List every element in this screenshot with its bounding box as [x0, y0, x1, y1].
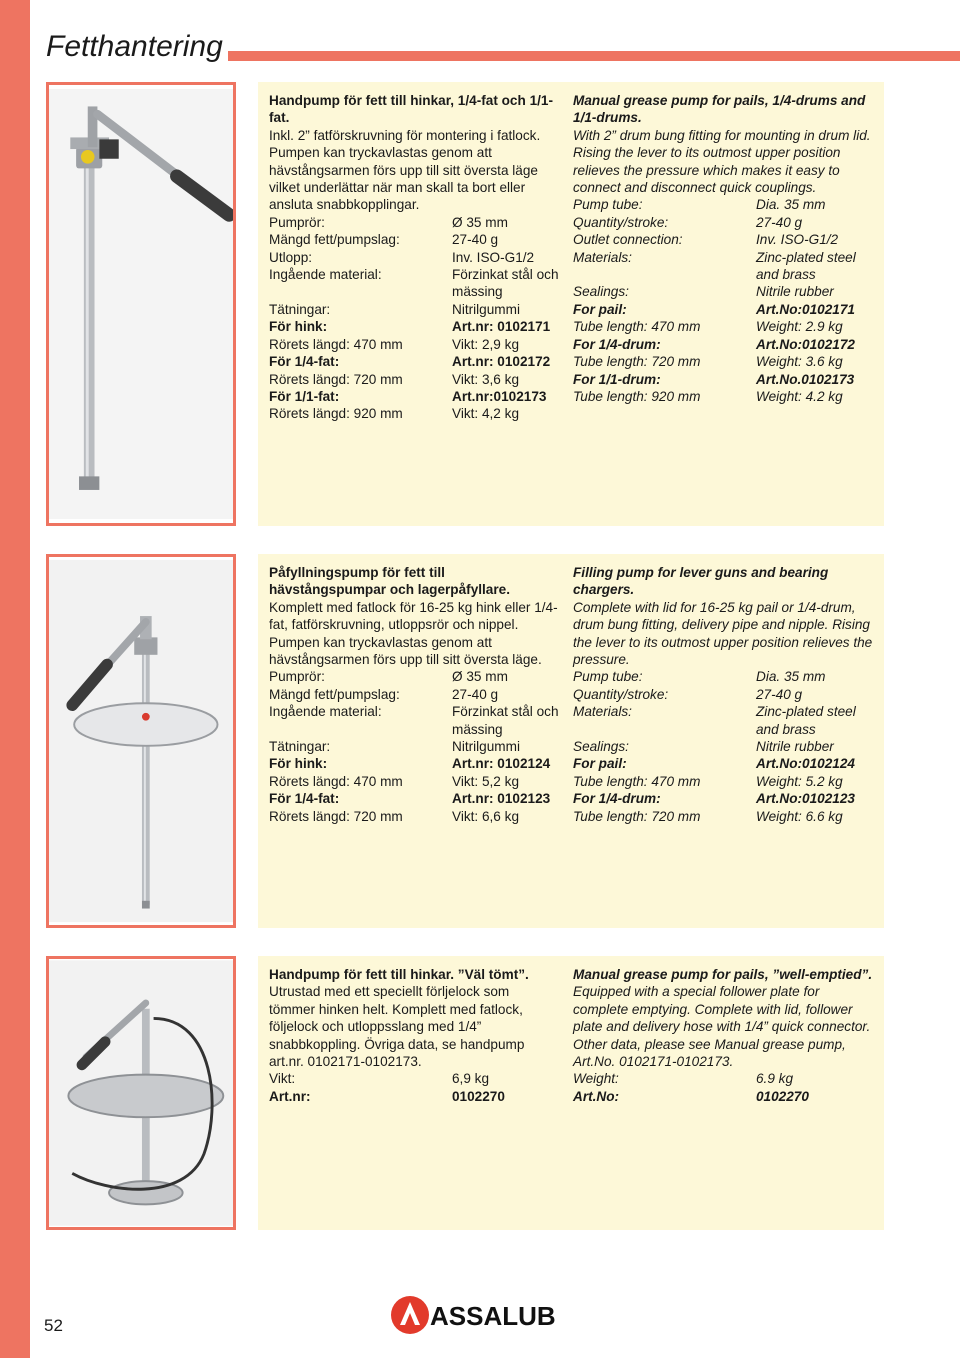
swedish-description	[269, 92, 559, 423]
spec-list-sv	[269, 1070, 559, 1105]
spec-row: Materials: Zinc-plated steel and brass	[573, 704, 856, 737]
spec-row: Mängd fett/pumpslag: 27-40 g	[269, 232, 499, 248]
spec-row-article: För hink: Art.nr: 0102124	[269, 756, 551, 772]
logo-text: ASSALUB	[430, 1301, 556, 1331]
well-emptied-pump-image	[49, 959, 233, 1227]
swedish-description	[269, 966, 559, 1105]
assalub-logo	[390, 1292, 560, 1338]
swedish-description	[269, 564, 559, 825]
english-description	[573, 966, 873, 1105]
spec-row-article: For pail: Art.No:0102171	[573, 301, 855, 317]
spec-row-article: For 1/1-drum: Art.No.0102173	[573, 371, 855, 387]
spec-row: Sealings: Nitrile rubber	[573, 739, 834, 755]
english-description	[573, 564, 873, 825]
product-body-sv: Inkl. 2” fatförskruvning för montering i fatlock. Pumpen kan tryckavlastas genom att hävstångsarmen förs upp till sitt översta läge vilket underlättar när man skall ta bort eller ansluta snabbkopplingar.	[269, 127, 541, 213]
product-section-filling-pump	[46, 554, 884, 928]
product-body-en: Complete with lid for 16-25 kg pail or 1/4-drum, drum bung fitting, delivery pipe and nipple. Rising the lever to its outmost upper position relieves the pressure.	[573, 599, 873, 668]
spec-row: Materials: Zinc-plated steel and brass	[573, 249, 856, 283]
spec-row: Vikt: 6,9 kg	[269, 1071, 490, 1087]
spec-row-article: For 1/4-drum: Art.No:0102123	[573, 791, 855, 807]
page-number: 52	[44, 1316, 63, 1335]
spec-row: Pumprör: Ø 35 mm	[269, 669, 508, 685]
product-body-sv: Komplett med fatlock för 16-25 kg hink eller 1/4-fat, fatförskruvning, utloppsrör och nippel. Pumpen kan tryckavlastas genom att hävstångsarmen förs upp till sitt översta läge.	[269, 599, 558, 668]
spec-row: Rörets längd: 720 mm Vikt: 6,6 kg	[269, 808, 519, 824]
left-accent-stripe	[0, 0, 30, 1358]
spec-row: Rörets längd: 470 mm Vikt: 2,9 kg	[269, 336, 519, 352]
product-photo-well-emptied	[46, 956, 236, 1230]
spec-row-article: Art.No: 0102270	[573, 1088, 809, 1104]
spec-row: Tube length: 470 mm Weight: 5.2 kg	[573, 773, 843, 789]
spec-row: Ingående material: Förzinkat stål och mässing	[269, 267, 559, 300]
product-body-en: Equipped with a special follower plate for complete emptying. Complete with lid, follower plate and delivery hose with 1/4” quick connector. Other data, please see Manual grease pump, Art.No. 0102171-0102173.	[573, 984, 871, 1070]
spec-row: Rörets längd: 920 mm Vikt: 4,2 kg	[269, 406, 519, 422]
spec-row: Tube length: 720 mm Weight: 6.6 kg	[573, 808, 843, 824]
spec-row-article: Art.nr: 0102270	[269, 1088, 505, 1104]
spec-row: Tätningar: Nitrilgummi	[269, 301, 520, 317]
spec-list-en	[573, 196, 873, 405]
product-info-box	[258, 82, 884, 526]
product-heading-sv: Handpump för fett till hinkar. ”Väl tömt”.	[269, 967, 529, 982]
spec-row: Pump tube: Dia. 35 mm	[573, 669, 826, 685]
spec-list-en	[573, 668, 873, 825]
spec-row-article: För 1/4-fat: Art.nr: 0102123	[269, 791, 551, 807]
product-photo-filling-pump	[46, 554, 236, 928]
spec-list-sv	[269, 214, 559, 423]
spec-row-article: För hink: Art.nr: 0102171	[269, 319, 551, 335]
spec-row: Quantity/stroke: 27-40 g	[573, 214, 803, 230]
spec-list-en	[573, 1070, 873, 1105]
product-section-well-emptied	[46, 956, 884, 1230]
spec-row: Quantity/stroke: 27-40 g	[573, 686, 803, 702]
title-rule	[228, 51, 960, 61]
product-heading-en: Filling pump for lever guns and bearing chargers.	[573, 565, 829, 598]
spec-row: Rörets längd: 720 mm Vikt: 3,6 kg	[269, 371, 519, 387]
spec-list-sv	[269, 668, 559, 825]
product-info-box	[258, 554, 884, 928]
spec-row: Tube length: 470 mm Weight: 2.9 kg	[573, 319, 843, 335]
spec-row: Outlet connection: Inv. ISO-G1/2	[573, 232, 839, 248]
product-photo-handpump	[46, 82, 236, 526]
spec-row: Sealings: Nitrile rubber	[573, 284, 834, 300]
spec-row: Utlopp: Inv. ISO-G1/2	[269, 249, 535, 265]
spec-row-article: För 1/1-fat: Art.nr:0102173	[269, 388, 547, 404]
spec-row: Weight: 6.9 kg	[573, 1071, 794, 1087]
spec-row: Mängd fett/pumpslag: 27-40 g	[269, 686, 499, 702]
spec-row: Tube length: 920 mm Weight: 4.2 kg	[573, 388, 843, 404]
spec-row: Rörets längd: 470 mm Vikt: 5,2 kg	[269, 773, 519, 789]
spec-row: Pump tube: Dia. 35 mm	[573, 197, 826, 213]
filling-pump-image	[49, 557, 233, 925]
spec-row: Tätningar: Nitrilgummi	[269, 739, 520, 755]
spec-row: Ingående material: Förzinkat stål och mässing	[269, 704, 559, 737]
product-heading-en: Manual grease pump for pails, ”well-emptied”.	[573, 967, 873, 982]
page-title: Fetthantering	[46, 30, 223, 63]
english-description	[573, 92, 873, 405]
product-info-box	[258, 956, 884, 1230]
spec-row-article: For pail: Art.No:0102124	[573, 756, 855, 772]
product-heading-sv: Handpump för fett till hinkar, 1/4-fat och 1/1-fat.	[269, 93, 553, 126]
spec-row-article: For 1/4-drum: Art.No:0102172	[573, 336, 855, 352]
product-body-sv: Utrustad med ett speciellt förljelock som tömmer hinken helt. Komplett med fatlock, följelock och utloppsslang med 1/4” snabbkoppling. Övriga data, se handpump art.nr. 0102171-0102173.	[269, 984, 525, 1070]
product-heading-sv: Påfyllningspump för fett till hävstångspumpar och lagerpåfyllare.	[269, 565, 510, 598]
product-heading-en: Manual grease pump for pails, 1/4-drums and 1/1-drums.	[573, 93, 866, 126]
product-body-en: With 2” drum bung fitting for mounting in drum lid. Rising the lever to its outmost upper position relieves the pressure which makes it easy to connect and disconnect quick couplings.	[573, 127, 871, 196]
spec-row: Pumprör: Ø 35 mm	[269, 214, 508, 230]
grease-pump-image	[49, 85, 233, 523]
spec-row-article: För 1/4-fat: Art.nr: 0102172	[269, 354, 551, 370]
spec-row: Tube length: 720 mm Weight: 3.6 kg	[573, 354, 843, 370]
product-section-handpump	[46, 82, 884, 526]
